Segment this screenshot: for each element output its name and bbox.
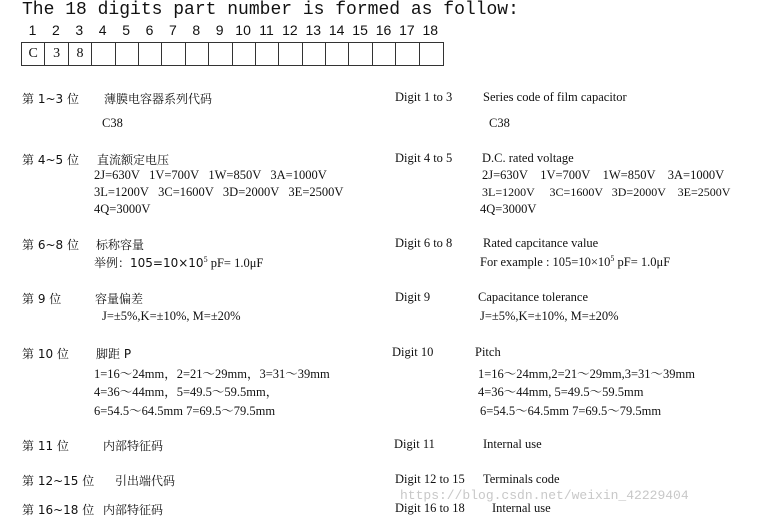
row2-zh-line3: 4Q=3000V [94, 202, 151, 216]
row1-zh-name: 薄膜电容器系列代码 [104, 92, 213, 106]
digit-number: 9 [215, 22, 224, 38]
part-number-cell [186, 43, 209, 65]
row1-zh-value: C38 [102, 116, 123, 130]
row2-en-line3: 4Q=3000V [480, 202, 537, 216]
row2-en-line1: 2J=630V 1V=700V 1W=850V 3A=1000V [482, 168, 725, 182]
row4-en-value: J=±5%,K=±10%, M=±20% [480, 309, 619, 323]
digit-number: 4 [98, 22, 107, 38]
row4-zh-label: 第 9 位 [22, 292, 62, 306]
part-number-cell [373, 43, 396, 65]
digit-number: 8 [192, 22, 201, 38]
part-number-cell: 3 [45, 43, 68, 65]
row7-en-label: Digit 12 to 15 [395, 472, 465, 486]
digit-number: 11 [259, 22, 274, 38]
part-number-cell [279, 43, 302, 65]
row3-en-name: Rated capcitance value [483, 236, 599, 250]
digit-number: 10 [235, 22, 251, 38]
part-number-cell: 8 [69, 43, 92, 65]
part-number-cell [396, 43, 419, 65]
row2-zh-name: 直流额定电压 [97, 153, 170, 167]
row3-zh-label: 第 6~8 位 [22, 238, 79, 252]
row5-en-line2: 4=36～44mm, 5=49.5～59.5mm [478, 385, 644, 399]
row5-zh-label: 第 10 位 [22, 347, 69, 361]
digit-number: 15 [352, 22, 368, 38]
row3-en-example: For example : $105=10\times 10^5$ pF= 1.0μF [480, 254, 671, 270]
row3-en-label: Digit 6 to 8 [395, 236, 453, 250]
digit-number: 18 [422, 22, 439, 38]
row5-zh-line1: 1=16～24mm，2=21～29mm，3=31～39mm [94, 367, 330, 381]
row5-zh-line2: 4=36～44mm，5=49.5～59.5mm， [94, 385, 279, 399]
row7-zh-name: 引出端代码 [115, 474, 176, 488]
part-number-cell [209, 43, 232, 65]
digit-number: 13 [305, 22, 322, 38]
row2-en-name: D.C. rated voltage [482, 151, 574, 165]
part-number-cell: C [22, 43, 45, 65]
row8-zh-name: 内部特征码 [103, 503, 164, 517]
row5-en-label: Digit 10 [392, 345, 434, 359]
row7-zh-label: 第 12~15 位 [22, 474, 95, 488]
row1-en-value: C38 [489, 116, 510, 130]
row4-zh-name: 容量偏差 [95, 292, 144, 306]
part-number-cell [116, 43, 139, 65]
row8-zh-label: 第 16~18 位 [22, 503, 95, 517]
digit-number: 2 [51, 22, 60, 38]
digit-number: 1 [28, 22, 37, 38]
row1-en-label: Digit 1 to 3 [395, 90, 453, 104]
row6-zh-label: 第 11 位 [22, 439, 69, 453]
part-number-cell [303, 43, 326, 65]
part-number-cell [233, 43, 256, 65]
page-title: The 18 digits part number is formed as follow: [22, 0, 519, 20]
part-number-cell [92, 43, 115, 65]
digit-number: 17 [399, 22, 415, 38]
row2-zh-label: 第 4~5 位 [22, 153, 79, 167]
row1-zh-label: 第 1~3 位 [22, 92, 79, 106]
part-number-cell [326, 43, 349, 65]
row5-en-line3: 6=54.5～64.5mm 7=69.5～79.5mm [480, 404, 662, 418]
part-number-cell [162, 43, 185, 65]
digit-number: 14 [328, 22, 345, 38]
row8-en-label: Digit 16 to 18 [395, 501, 465, 515]
row6-en-name: Internal use [483, 437, 542, 451]
row7-en-name: Terminals code [483, 472, 560, 486]
row4-en-name: Capacitance tolerance [478, 290, 588, 304]
digit-number: 12 [282, 22, 298, 38]
part-number-cell [349, 43, 372, 65]
row1-en-name: Series code of film capacitor [483, 90, 627, 104]
watermark: https://blog.csdn.net/weixin_42229404 [400, 488, 689, 503]
row4-zh-value: J=±5%,K=±10%, M=±20% [102, 309, 241, 323]
row2-en-label: Digit 4 to 5 [395, 151, 453, 165]
digit-number: 3 [75, 22, 84, 38]
digit-number: 5 [122, 22, 130, 38]
row8-en-name: Internal use [492, 501, 551, 515]
row3-zh-example: 举例：$105=10\times 10^5$ pF= 1.0μF [94, 254, 264, 270]
digit-number: 7 [168, 22, 177, 38]
digit-number: 6 [145, 22, 154, 38]
part-number-cell [139, 43, 162, 65]
row2-en-line2: 3L=1200V 3C=1600V 3D=2000V 3E=2500V [482, 185, 731, 199]
row2-zh-line2: 3L=1200V 3C=1600V 3D=2000V 3E=2500V [94, 185, 344, 199]
row5-en-name: Pitch [475, 345, 501, 359]
row5-en-line1: 1=16～24mm,2=21～29mm,3=31～39mm [478, 367, 695, 381]
part-number-cell [256, 43, 279, 65]
part-number-cell [420, 43, 443, 65]
row6-zh-name: 内部特征码 [103, 439, 164, 453]
row4-en-label: Digit 9 [395, 290, 431, 304]
row5-zh-name: 脚距 P [96, 347, 132, 361]
digit-number: 16 [375, 22, 392, 38]
row5-zh-line3: 6=54.5～64.5mm 7=69.5～79.5mm [94, 404, 276, 418]
row6-en-label: Digit 11 [394, 437, 435, 451]
part-number-grid [21, 42, 444, 66]
row3-zh-name: 标称容量 [96, 238, 145, 252]
row2-zh-line1: 2J=630V 1V=700V 1W=850V 3A=1000V [94, 168, 327, 182]
